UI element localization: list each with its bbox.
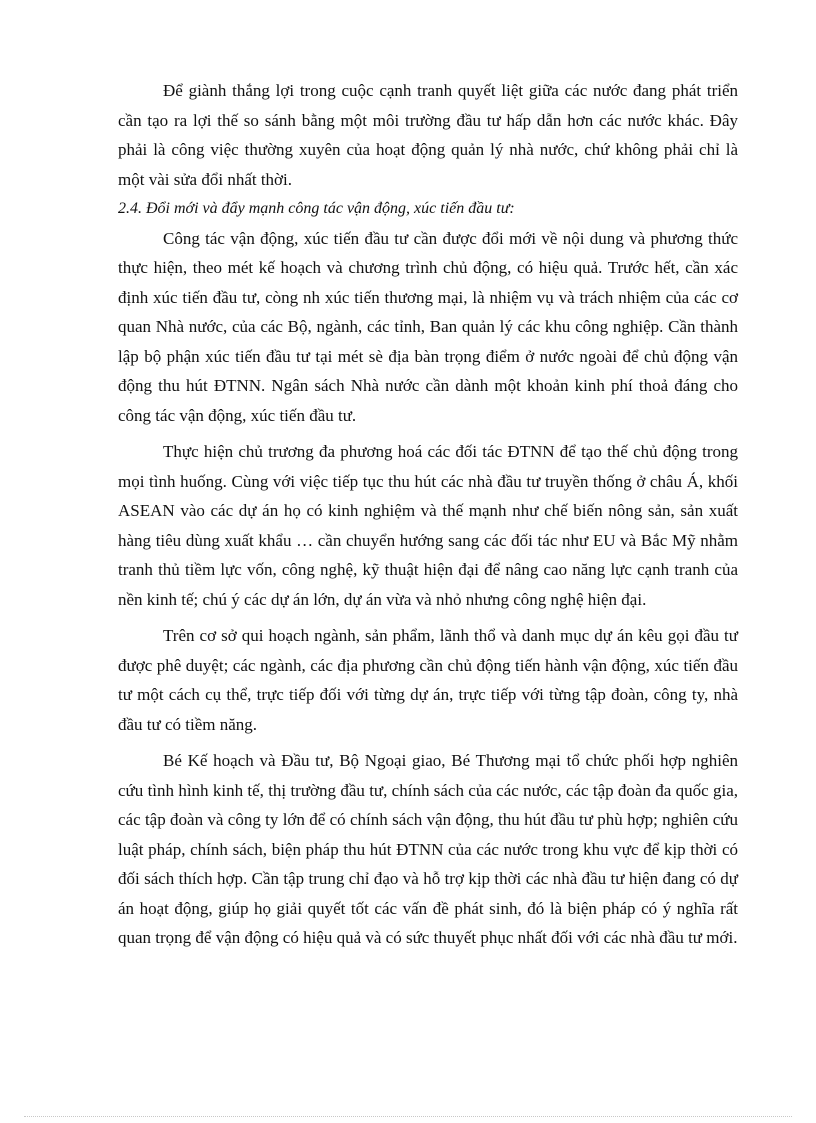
document-page [118, 76, 738, 960]
intro-paragraph: Để giành thắng lợi trong cuộc cạnh tranh quyết liệt giữa các nước đang phát triển cần tạo ra lợi thế so sánh bằng một môi trường đầu tư hấp dẫn hơn các nước khác. Đây phải là công việc thường xuyên của hoạt động quản lý nhà nước, chứ không phải chỉ là một vài sửa đổi nhất thời. [118, 81, 738, 189]
section-heading: 2.4. Đổi mới và đẩy mạnh công tác vận động, xúc tiến đầu tư: [118, 200, 515, 217]
section-paragraph-4: Bé Kế hoạch và Đầu tư, Bộ Ngoại giao, Bé Thương mại tổ chức phối hợp nghiên cứu tình hình kinh tế, thị trường đầu tư, chính sách của các nước, các tập đoàn đa quốc gia, các tập đoàn và công ty lớn để có chính sách vận động, thu hút đầu tư phù hợp; nghiên cứu luật pháp, chính sách, biện pháp thu hút ĐTNN của các nước trong khu vực để kịp thời có đối sách thích hợp. Cần tập trung chỉ đạo và hỗ trợ kịp thời các nhà đầu tư hiện đang có dự án hoạt động, giúp họ giải quyết tốt các vấn đề phát sinh, đó là biện pháp có ý nghĩa rất quan trọng để vận động có hiệu quả và có sức thuyết phục nhất đối với các nhà đầu tư mới. [118, 751, 738, 947]
page-bottom-divider [24, 1116, 792, 1117]
section-paragraph-2: Thực hiện chủ trương đa phương hoá các đối tác ĐTNN để tạo thế chủ động trong mọi tình huống. Cùng với việc tiếp tục thu hút các nhà đầu tư truyền thống ở châu Á, khối ASEAN vào các dự án họ có kinh nghiệm và thế mạnh như chế biến nông sản, sản xuất hàng tiêu dùng xuất khẩu … cần chuyển hướng sang các đối tác như EU và Bắc Mỹ nhằm tranh thủ tiềm lực vốn, công nghệ, kỹ thuật hiện đại để nâng cao năng lực cạnh tranh của nền kinh tế; chú ý các dự án lớn, dự án vừa và nhỏ nhưng công nghệ hiện đại. [118, 442, 738, 609]
section-paragraph-3: Trên cơ sở qui hoạch ngành, sản phẩm, lãnh thổ và danh mục dự án kêu gọi đầu tư được phê duyệt; các ngành, các địa phương cần chủ động tiến hành vận động, xúc tiến đầu tư một cách cụ thể, trực tiếp đối với từng dự án, trực tiếp với từng tập đoàn, công ty, nhà đầu tư có tiềm năng. [118, 626, 738, 734]
section-paragraph-1: Công tác vận động, xúc tiến đầu tư cần được đổi mới về nội dung và phương thức thực hiện, theo mét kế hoạch và chương trình chủ động, có hiệu quả. Trước hết, cần xác định xúc tiến đầu tư, còng nh xúc tiến thương mại, là nhiệm vụ và trách nhiệm của các cơ quan Nhà nước, của các Bộ, ngành, các tỉnh, Ban quản lý các khu công nghiệp. Cần thành lập bộ phận xúc tiến đầu tư tại mét sè địa bàn trọng điểm ở nước ngoài để chủ động vận động thu hút ĐTNN. Ngân sách Nhà nước cần dành một khoản kinh phí thoả đáng cho công tác vận động, xúc tiến đầu tư. [118, 228, 738, 425]
